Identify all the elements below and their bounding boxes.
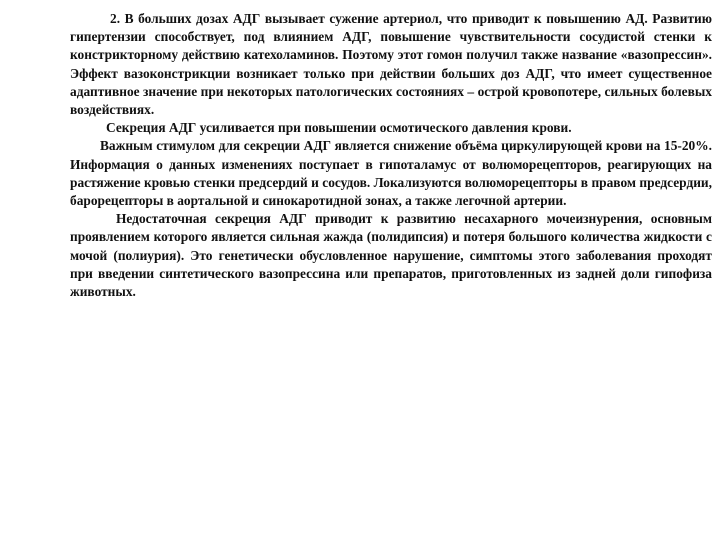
paragraph-volume-stimulus: Важным стимулом для секреции АДГ является снижение объёма циркулирующей крови на 15-20%. Информация о данных изменениях поступает в гипоталамус от волюморецепторов, реагирующих на растяжение кровью стенки предсердий и сосудов. Локализуются волюморецепторы в правом предсердии, барорецепторы в аортальной и синокаротидной зонах, а также легочной артерии. (70, 138, 712, 209)
paragraph-secretion-osmotic: Секреция АДГ усиливается при повышении осмотического давления крови. (106, 120, 572, 136)
body-text (70, 10, 712, 301)
paragraph-vasoconstriction: 2. В больших дозах АДГ вызывает сужение артериол, что приводит к повышению АД. Развитию гипертензии способствует, под влиянием АДГ, повышение чувствительности сосудистой стенки к констрикторному действию катехоламинов. Поэтому этот гомон получил также название «вазопрессин». Эффект вазоконстрикции возникает только при действии больших доз АДГ, что имеет существенное адаптивное значение при некоторых патологических состояниях – острой кровопотере, сильных болевых воздействиях. (70, 11, 712, 118)
paragraph-diabetes-insipidus: Недостаточная секреция АДГ приводит к развитию несахарного мочеизнурения, основным проявлением которого является сильная жажда (полидипсия) и потеря большого количества жидкости с мочой (полиурия). Это генетически обусловленное нарушение, симптомы этого заболевания проходят при введении синтетического вазопрессина или препаратов, приготовленных из задней доли гипофиза животных. (70, 211, 712, 300)
